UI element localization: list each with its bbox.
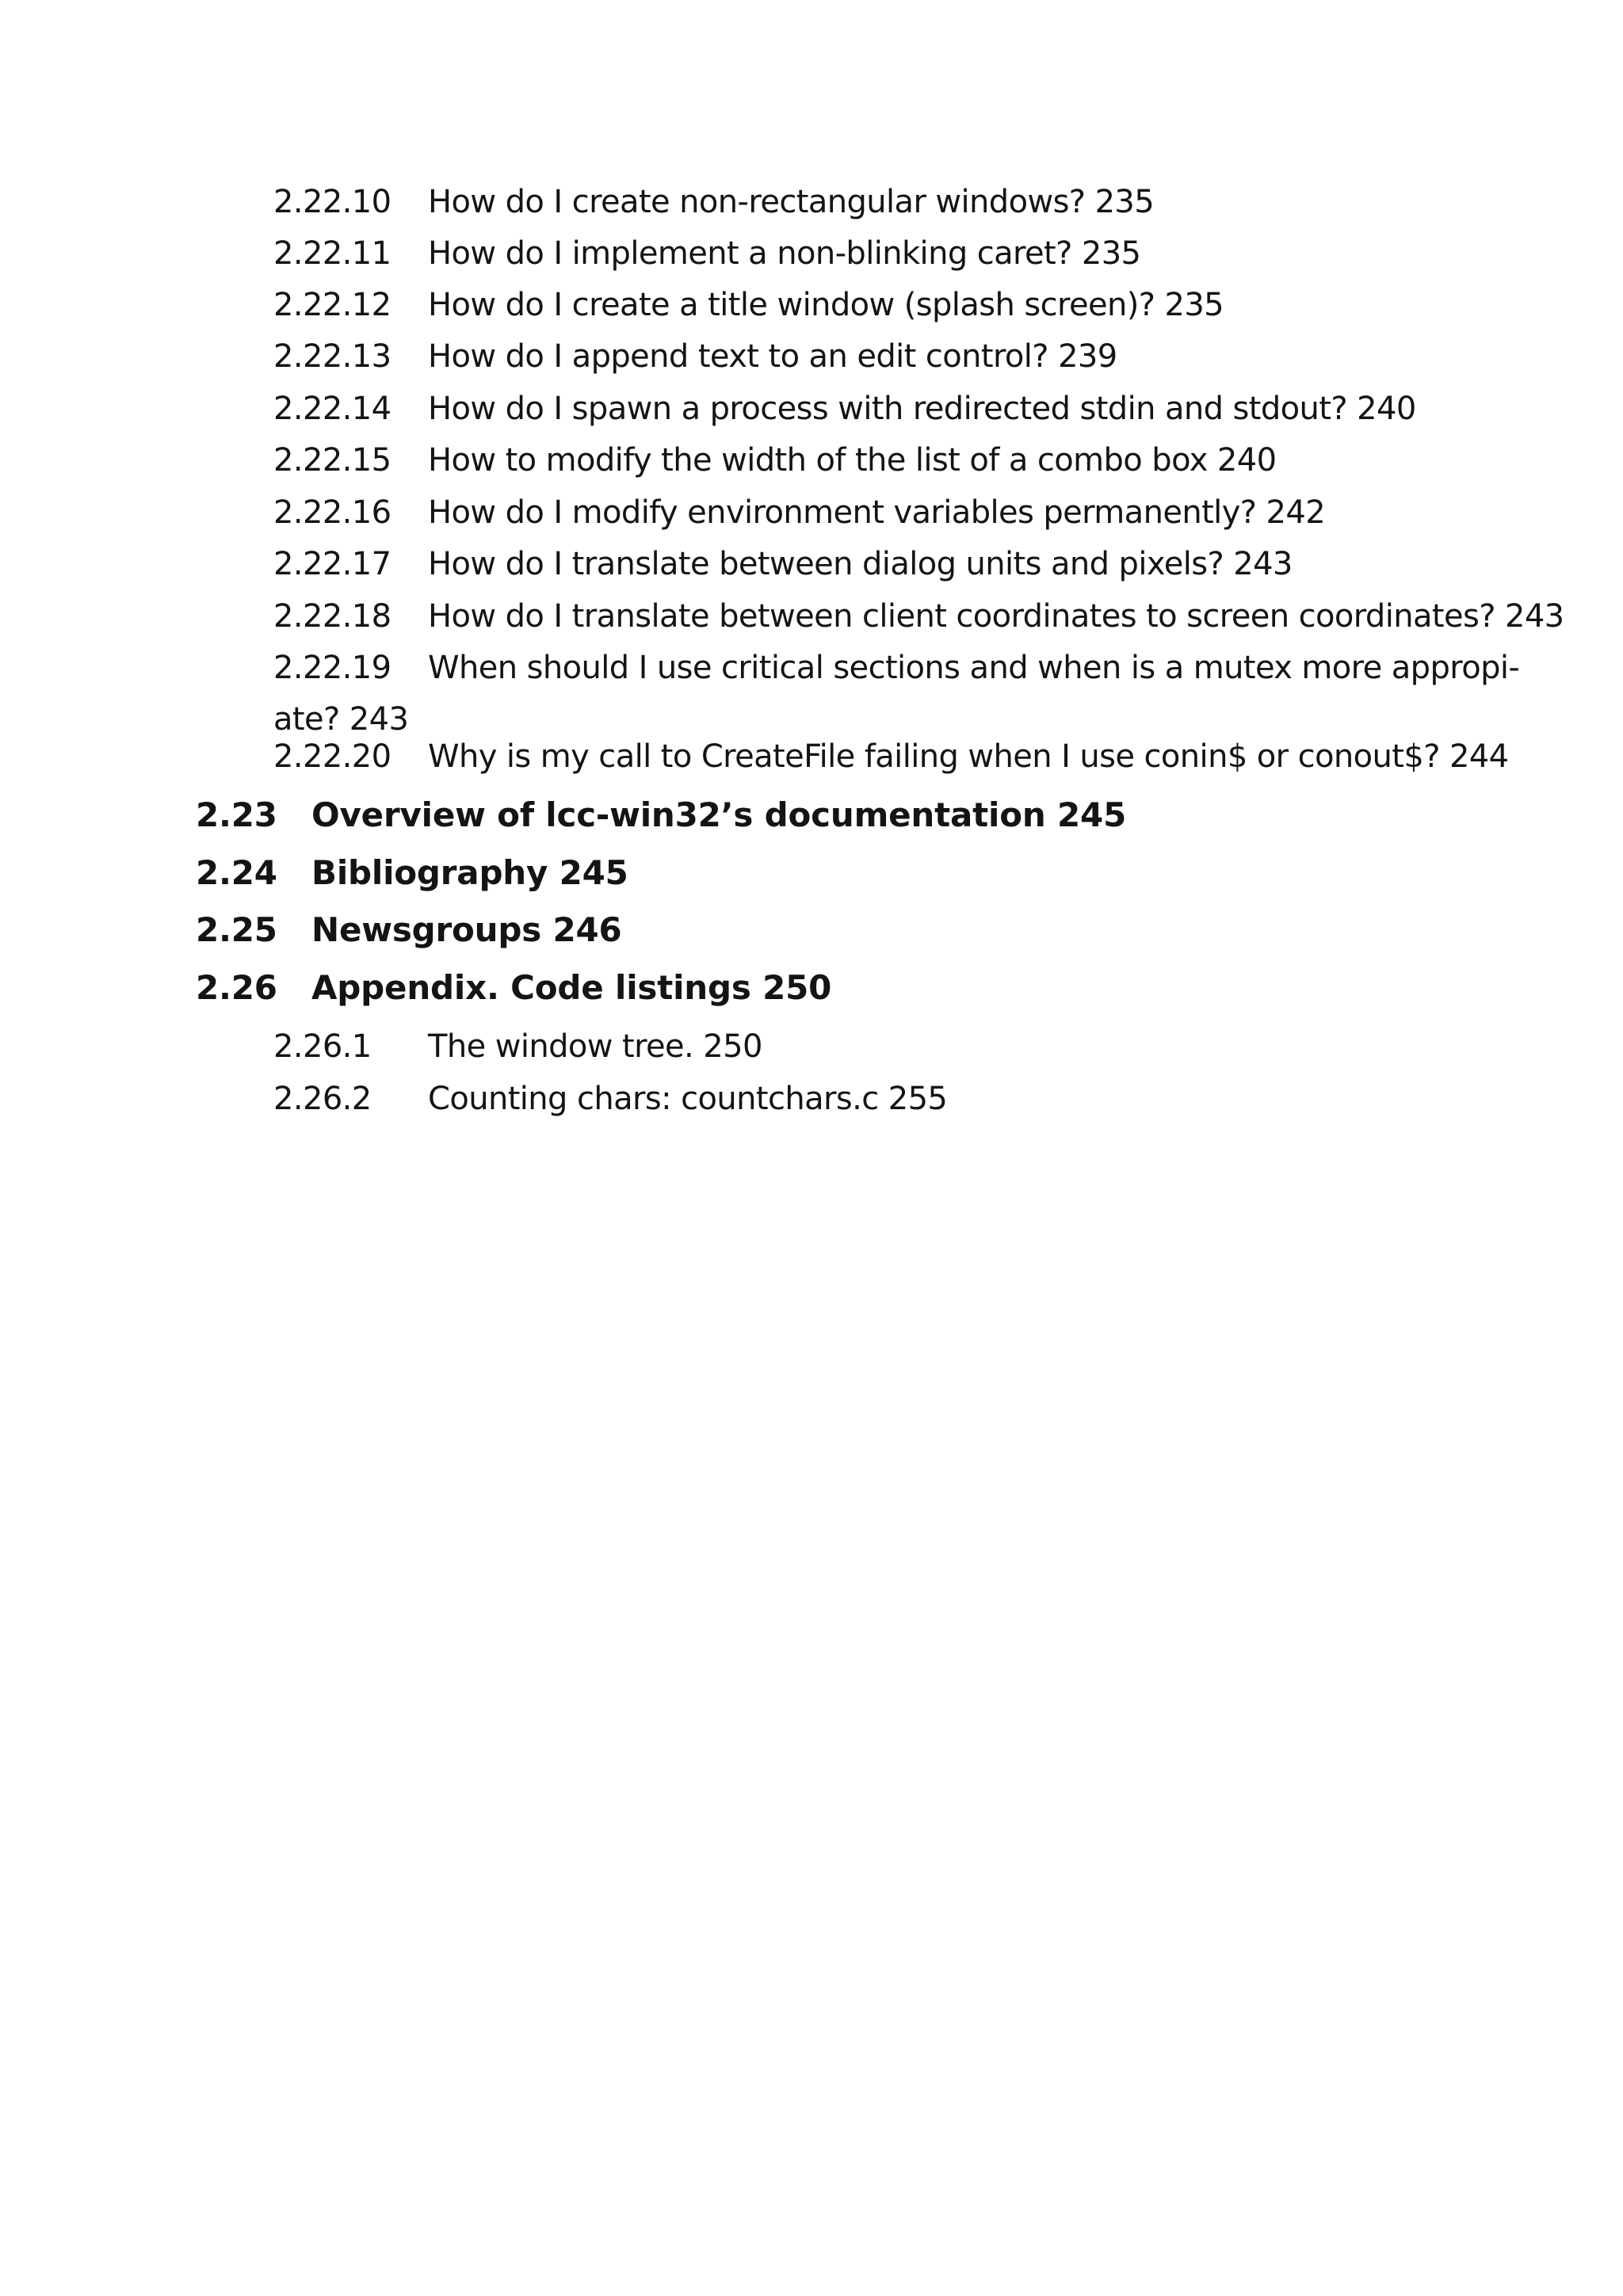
toc-section-number: 2.26 — [196, 968, 277, 1007]
toc-entry-number: 2.22.12 — [273, 287, 391, 323]
toc-entry-number: 2.26.2 — [273, 1081, 372, 1117]
toc-entry-page: 240 — [1216, 442, 1277, 479]
toc-entry-title: When should I use critical sections and when is a mutex more appropi- — [428, 650, 1520, 686]
toc-section-page: 246 — [552, 910, 622, 949]
toc-entry-number: 2.22.20 — [273, 738, 391, 775]
toc-entry-title: How do I append text to an edit control? 239 — [428, 338, 1117, 375]
toc-entry-page: 243 — [1233, 546, 1293, 582]
toc-entry-page: 255 — [888, 1081, 948, 1117]
toc-entry-title: How do I translate between dialog units and pixels? 243 — [428, 546, 1293, 582]
toc-section-page: 250 — [762, 968, 832, 1007]
toc-section-title: Newsgroups 246 — [311, 910, 622, 949]
toc-entry-title: How to modify the width of the list of a combo box 240 — [428, 442, 1277, 479]
toc-section-page: 245 — [1057, 795, 1127, 834]
toc-entry-number: 2.22.10 — [273, 184, 391, 220]
toc-entry-number: 2.22.14 — [273, 391, 391, 427]
toc-section-page: 245 — [559, 853, 628, 892]
toc-entry-number: 2.22.18 — [273, 598, 391, 635]
toc-entry-title: How do I modify environment variables permanently? 242 — [428, 494, 1326, 531]
toc-entry-number: 2.22.16 — [273, 494, 391, 531]
toc-entry-page: 235 — [1094, 184, 1155, 220]
toc-entry-title: The window tree. 250 — [428, 1028, 762, 1065]
toc-entry-number: 2.22.19 — [273, 650, 391, 686]
toc-entry-title: Counting chars: countchars.c 255 — [428, 1081, 948, 1117]
toc-entry-page: 240 — [1357, 391, 1416, 427]
toc-entry-title: How do I spawn a process with redirected stdin and stdout? 240 — [428, 391, 1416, 427]
toc-section-number: 2.24 — [196, 853, 277, 892]
toc-entry-page: 250 — [703, 1028, 762, 1065]
toc-entry-page: 243 — [349, 701, 409, 738]
toc-section-title: Appendix. Code listings 250 — [311, 968, 832, 1007]
toc-entry-page: 243 — [1504, 598, 1564, 635]
toc-entry-title: How do I create non-rectangular windows? 235 — [428, 184, 1155, 220]
toc-section-title: Overview of lcc-win32’s documentation 245 — [311, 795, 1127, 834]
toc-entry-number: 2.22.15 — [273, 442, 391, 479]
toc-section-number: 2.23 — [196, 795, 277, 834]
toc-section-title: Bibliography 245 — [311, 853, 628, 892]
toc-entry-page: 244 — [1449, 738, 1509, 775]
toc-entry-title-continuation: ate? 243 — [273, 701, 409, 738]
toc-entry-number: 2.22.17 — [273, 546, 391, 582]
toc-entry-title: How do I implement a non-blinking caret? 235 — [428, 235, 1141, 272]
toc-entry-number: 2.22.13 — [273, 338, 391, 375]
toc-entry-title: Why is my call to CreateFile failing when I use conin$ or conout$? 244 — [428, 738, 1509, 775]
toc-entry-page: 239 — [1058, 338, 1117, 375]
toc-entry-page: 242 — [1266, 494, 1326, 531]
toc-section-number: 2.25 — [196, 910, 277, 949]
toc-entry-title: How do I create a title window (splash screen)? 235 — [428, 287, 1224, 323]
toc-entry-page: 235 — [1164, 287, 1224, 323]
toc-entry-title: How do I translate between client coordinates to screen coordinates? 243 — [428, 598, 1564, 635]
toc-entry-number: 2.26.1 — [273, 1028, 372, 1065]
toc-entry-number: 2.22.11 — [273, 235, 391, 272]
toc-entry-page: 235 — [1081, 235, 1141, 272]
